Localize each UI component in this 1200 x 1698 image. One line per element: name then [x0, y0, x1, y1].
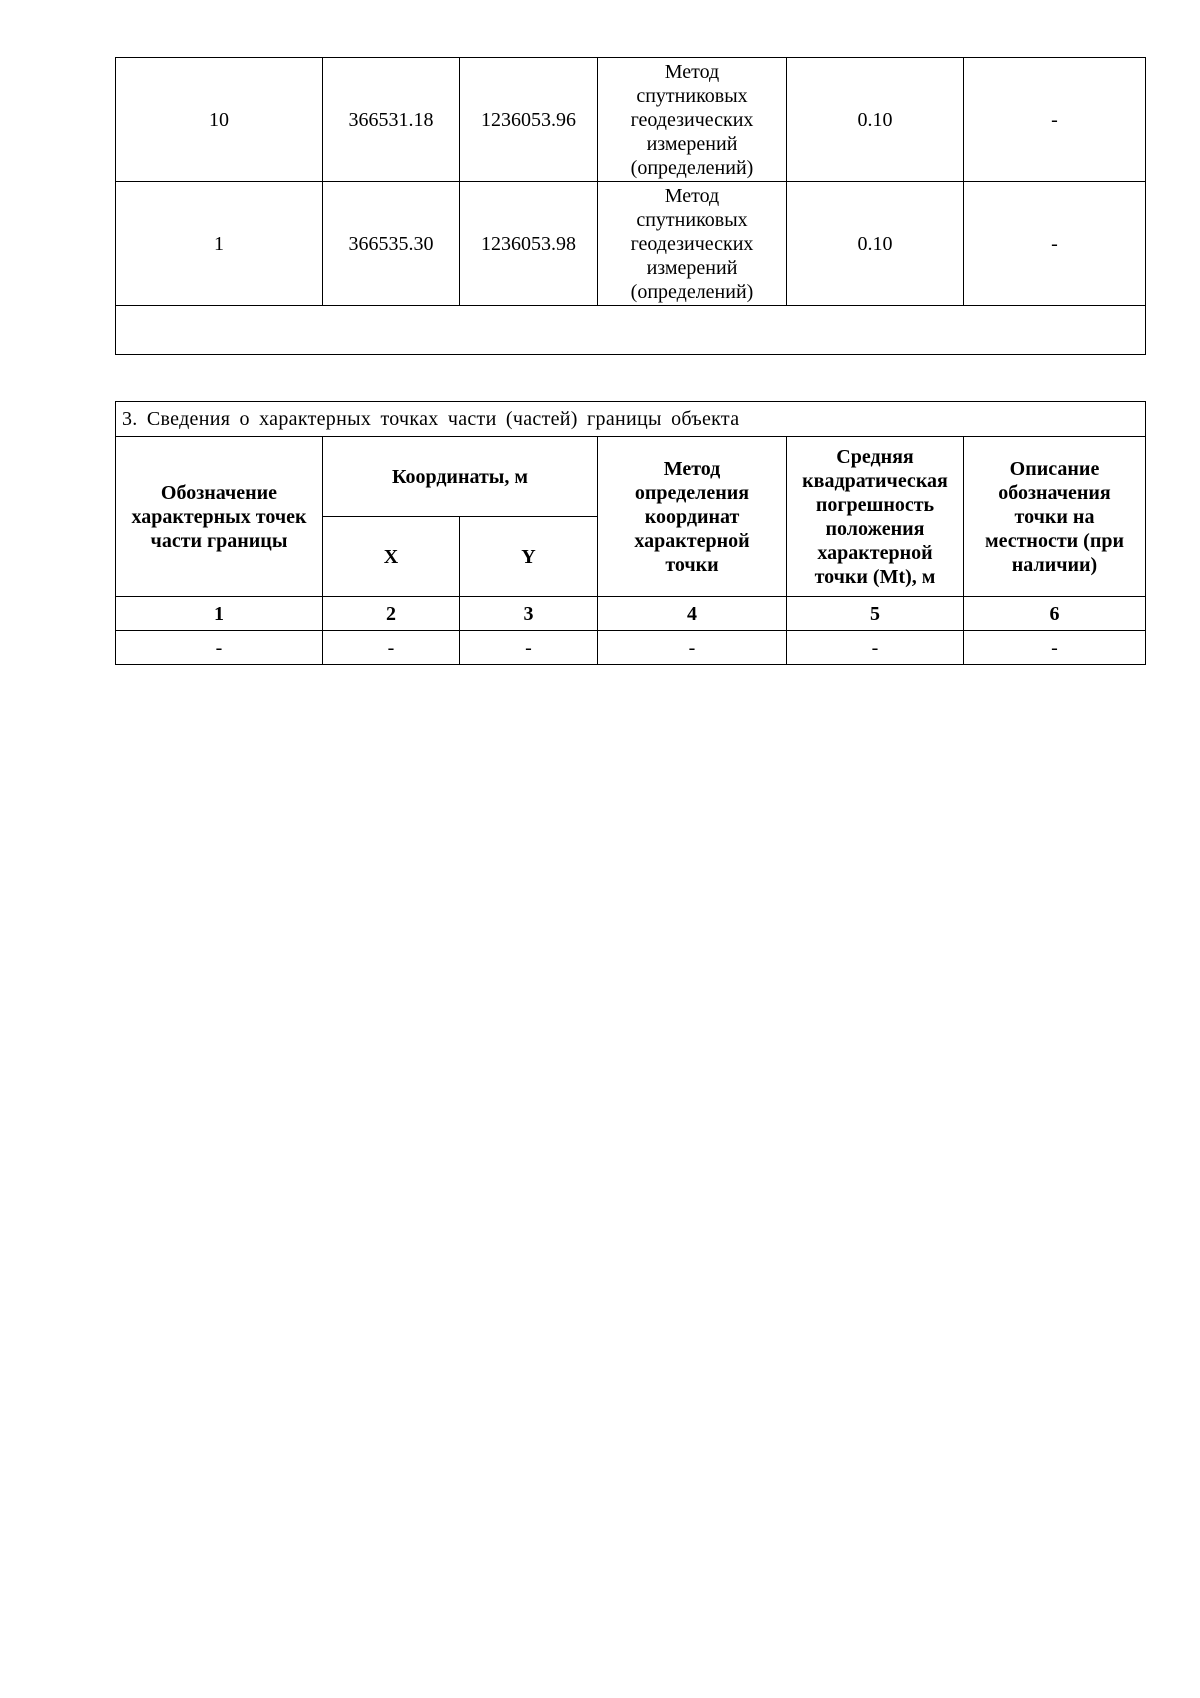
section-title: 3. Сведения о характерных точках части (частей) границы объекта	[116, 402, 1146, 437]
section-title-row	[116, 402, 1146, 437]
header-description: Описание обозначения точки на местности (при наличии)	[964, 437, 1146, 597]
y-coordinate-cell: 1236053.96	[460, 58, 598, 182]
header-designation: Обозначение характерных точек части границы	[116, 437, 323, 597]
empty-cell	[116, 306, 1146, 355]
empty-row	[116, 306, 1146, 355]
column-number: 4	[598, 597, 787, 631]
x-coordinate-cell: -	[323, 631, 460, 665]
mt-error-cell: 0.10	[787, 58, 964, 182]
point-designation-cell: -	[116, 631, 323, 665]
point-designation-cell: 10	[116, 58, 323, 182]
header-x: X	[323, 517, 460, 597]
table-row	[116, 631, 1146, 665]
header-y: Y	[460, 517, 598, 597]
column-number: 1	[116, 597, 323, 631]
table-row	[116, 58, 1146, 182]
column-number: 5	[787, 597, 964, 631]
method-cell: Метод спутниковых геодезических измерений (определений)	[598, 182, 787, 306]
column-numbers-row	[116, 597, 1146, 631]
header-mt-error: Средняя квадратическая погрешность положения характерной точки (Mt), м	[787, 437, 964, 597]
mt-error-cell: -	[787, 631, 964, 665]
y-coordinate-cell: 1236053.98	[460, 182, 598, 306]
header-row	[116, 437, 1146, 517]
point-description-cell: -	[964, 182, 1146, 306]
x-coordinate-cell: 366531.18	[323, 58, 460, 182]
table-row	[116, 182, 1146, 306]
y-coordinate-cell: -	[460, 631, 598, 665]
point-description-cell: -	[964, 631, 1146, 665]
point-description-cell: -	[964, 58, 1146, 182]
method-cell: -	[598, 631, 787, 665]
header-coordinates: Координаты, м	[323, 437, 598, 517]
method-cell: Метод спутниковых геодезических измерений (определений)	[598, 58, 787, 182]
section3-part-boundary-points-table	[115, 401, 1146, 665]
column-number: 6	[964, 597, 1146, 631]
point-designation-cell: 1	[116, 182, 323, 306]
column-number: 3	[460, 597, 598, 631]
x-coordinate-cell: 366535.30	[323, 182, 460, 306]
mt-error-cell: 0.10	[787, 182, 964, 306]
boundary-points-table	[115, 57, 1146, 355]
header-method: Метод определения координат характерной точки	[598, 437, 787, 597]
column-number: 2	[323, 597, 460, 631]
